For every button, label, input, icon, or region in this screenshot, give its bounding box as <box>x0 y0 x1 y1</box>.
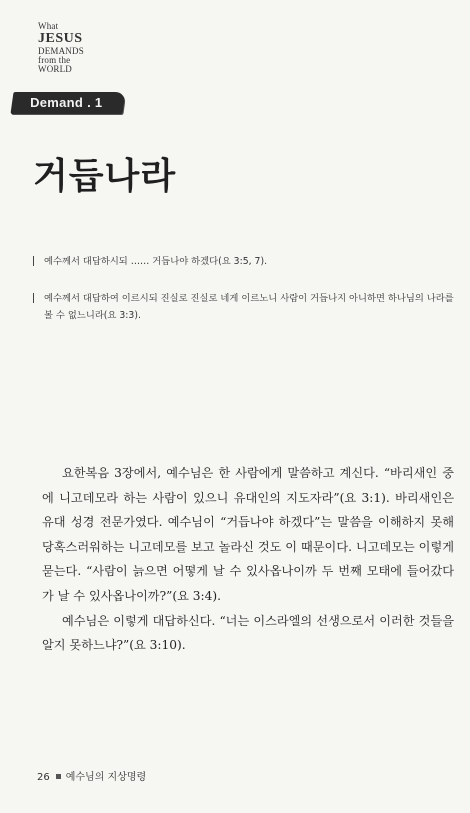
demand-banner <box>10 92 125 114</box>
quote-bar <box>33 256 34 266</box>
series-logo <box>38 22 84 74</box>
page-footer <box>37 768 146 783</box>
series-line-demands: DEMANDS <box>38 46 84 56</box>
page-number: 26 <box>37 772 50 783</box>
chapter-title: 거듭나라 <box>33 156 177 197</box>
series-line-from-the: from the <box>38 55 71 65</box>
paragraph: 예수님은 이렇게 대답하신다. “너는 이스라엘의 선생으로서 이러한 것들을 알지 못하느냐?”(요 3:10). <box>42 613 454 653</box>
quote-bar <box>33 293 34 303</box>
square-bullet-icon <box>56 774 61 779</box>
paragraph: 요한복음 3장에서, 예수님은 한 사람에게 말씀하고 계신다. “바리새인 중에 니고데모라 하는 사람이 있으니 유대인의 지도자라”(요 3:1). 바리새인은 유대 성경 전문가였다. 예수님이 “거듭나야 하겠다”는 말씀을 이해하지 못해 당혹스러워하는 니고데모를 보고 놀라신 것도 이 때문이다. 니고데모는 이렇게 묻는다. “사람이 늙으면 어떻게 날 수 있사옵나이까 두 번째 모태에 들어갔다가 날 수 있사옵나이까?”(요 3:4). <box>42 466 454 603</box>
scripture-quote-text: 예수께서 대답하시되 …… 거듭나야 하겠다(요 3:5, 7). <box>44 256 268 267</box>
scripture-quote-text: 예수께서 대답하여 이르시되 진실로 진실로 네게 이르노니 사람이 거듭나지 아니하면 하나님의 나라를 볼 수 없느니라(요 3:3). <box>44 293 454 321</box>
series-line-what: What <box>38 21 59 31</box>
series-line-world: WORLD <box>38 64 72 74</box>
scripture-quote <box>33 253 459 270</box>
demand-banner-label: Demand . 1 <box>30 95 103 110</box>
running-book-title: 예수님의 지상명령 <box>65 772 147 783</box>
scripture-quote <box>33 290 459 324</box>
body-text <box>42 461 454 658</box>
series-line-jesus: JESUS <box>38 31 83 46</box>
